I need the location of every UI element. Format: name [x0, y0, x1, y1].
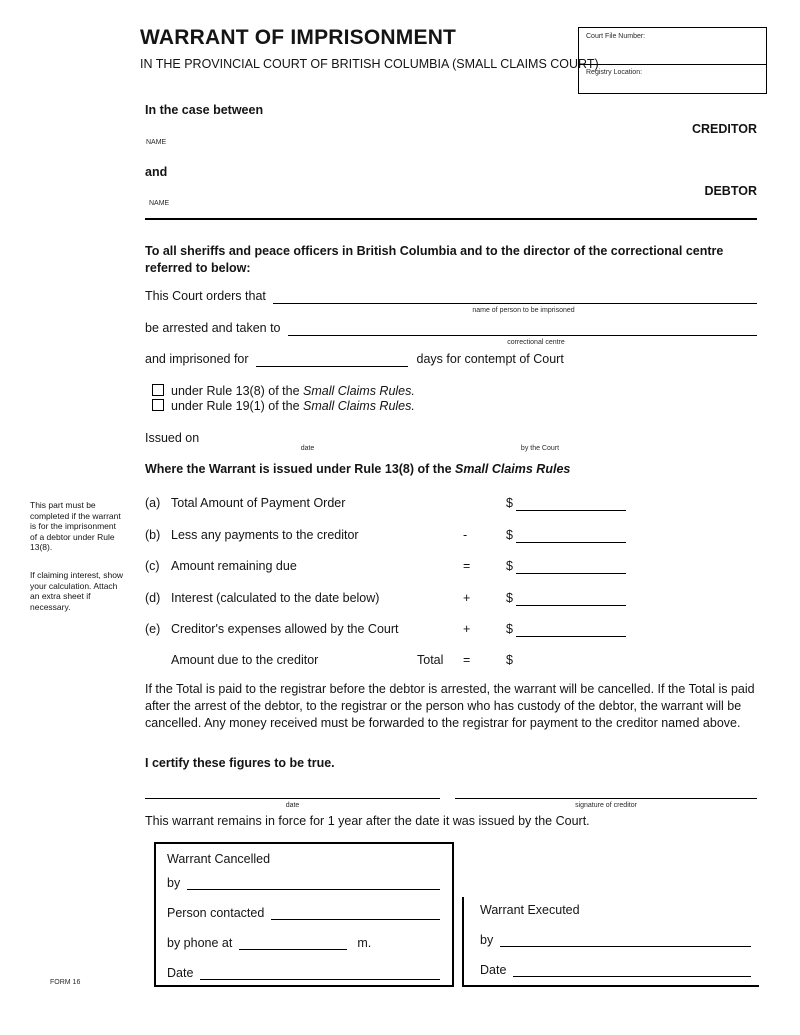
- correctional-centre-field[interactable]: [288, 320, 757, 336]
- cancelled-by-label: by: [167, 876, 181, 890]
- row-b-currency: $: [506, 528, 513, 542]
- debtor-label: DEBTOR: [704, 184, 757, 198]
- row-b-label: Less any payments to the creditor: [171, 528, 359, 542]
- certify-label: I certify these figures to be true.: [145, 756, 335, 770]
- taken-to-label: be arrested and taken to: [145, 321, 281, 335]
- centre-caption: correctional centre: [507, 339, 565, 346]
- executed-by-field[interactable]: [500, 931, 751, 947]
- row-b-operator: -: [463, 528, 468, 542]
- row-c-currency: $: [506, 559, 513, 573]
- row-a-label: Total Amount of Payment Order: [171, 496, 346, 510]
- imprisoned-for-row: [145, 351, 757, 367]
- row-e-num: (e): [145, 622, 161, 636]
- total-currency: $: [506, 653, 513, 667]
- creditor-label: CREDITOR: [691, 122, 757, 136]
- contempt-label: days for contempt of Court: [416, 352, 564, 366]
- taken-to-row: [145, 320, 757, 336]
- form-number: FORM 16: [50, 979, 81, 986]
- executed-date-field[interactable]: [513, 961, 751, 977]
- phone-meridiem-label: m.: [357, 936, 372, 950]
- total-label: Total: [417, 653, 444, 667]
- warrant-cancelled-title: Warrant Cancelled: [167, 852, 271, 866]
- creditor-signature-field[interactable]: [455, 782, 757, 799]
- cancelled-date-field[interactable]: [200, 964, 440, 980]
- and-label: and: [145, 165, 168, 179]
- row-c-amount-field[interactable]: [516, 559, 626, 574]
- case-intro: In the case between: [145, 103, 264, 117]
- section-divider-rule: [145, 218, 757, 220]
- margin-note-completed: This part must be completed if the warrant is for the imprisonment of a debtor under Rule 13(8).: [30, 500, 121, 552]
- payment-row-d: [145, 591, 759, 608]
- person-to-imprison-field[interactable]: [273, 288, 757, 304]
- court-file-number-label: Court File Number:: [586, 33, 646, 40]
- payment-row-e: [145, 622, 759, 639]
- force-note: This warrant remains in force for 1 year after the date it was issued by the Court.: [145, 814, 590, 828]
- signature-creditor-caption: signature of creditor: [575, 802, 637, 809]
- rule-13-8-text: under Rule 13(8) of the: [171, 384, 304, 398]
- rule-19-1-text: under Rule 19(1) of the: [171, 399, 304, 413]
- phone-row: [167, 934, 440, 950]
- row-d-label: Interest (calculated to the date below): [171, 591, 380, 605]
- payment-row-a: [145, 496, 759, 513]
- phone-label: by phone at: [167, 936, 233, 950]
- row-e-currency: $: [506, 622, 513, 636]
- warrant-cancelled-box: [154, 842, 454, 987]
- rule-13-8-heading: [145, 461, 570, 477]
- person-contacted-field[interactable]: [271, 904, 440, 920]
- court-registry-box: [578, 27, 767, 94]
- payment-total-row: [145, 653, 759, 670]
- cancelled-by-row: [167, 874, 440, 890]
- row-d-num: (d): [145, 591, 161, 605]
- row-c-num: (c): [145, 559, 160, 573]
- rule-13-8-row: [152, 383, 415, 399]
- person-contacted-label: Person contacted: [167, 906, 265, 920]
- imprisoned-for-label: and imprisoned for: [145, 352, 249, 366]
- executed-by-row: [480, 931, 751, 947]
- registry-location-label: Registry Location:: [586, 69, 643, 76]
- row-a-currency: $: [506, 496, 513, 510]
- row-a-num: (a): [145, 496, 161, 510]
- sheriffs-heading: To all sheriffs and peace officers in British Columbia and to the director of the correctional centre referred to below:: [145, 244, 724, 275]
- cancellation-paragraph: If the Total is paid to the registrar before the debtor is arrested, the warrant will be cancelled. If the Total is paid after the arrest of the debtor, to the registrar or the person who has custody of the debtor, the warrant will be cancelled. Any money received must be forwarded to the registrar for payment to the creditor named above.: [145, 682, 755, 731]
- total-operator: =: [463, 653, 471, 667]
- row-b-amount-field[interactable]: [516, 528, 626, 543]
- phone-field[interactable]: [239, 934, 347, 950]
- executed-date-row: [480, 961, 751, 977]
- row-d-amount-field[interactable]: [516, 591, 626, 606]
- row-c-label: Amount remaining due: [171, 559, 297, 573]
- warrant-executed-title: Warrant Executed: [480, 903, 580, 917]
- cancelled-by-field[interactable]: [187, 874, 440, 890]
- creditor-name-caption: NAME: [146, 139, 167, 146]
- row-c-operator: =: [463, 559, 471, 573]
- rule-13-8-checkbox[interactable]: [152, 384, 164, 396]
- warrant-executed-box: [462, 897, 759, 987]
- executed-by-label: by: [480, 933, 494, 947]
- page-subtitle: IN THE PROVINCIAL COURT OF BRITISH COLUMBIA (SMALL CLAIMS COURT): [140, 57, 599, 71]
- total-row-label: Amount due to the creditor: [171, 653, 319, 667]
- rule-heading-italic: Small Claims Rules: [455, 462, 571, 476]
- payment-row-b: [145, 528, 759, 545]
- payment-row-c: [145, 559, 759, 576]
- court-orders-row: [145, 288, 757, 304]
- margin-note-interest: If claiming interest, show your calculation. Attach an extra sheet if necessary.: [30, 570, 124, 612]
- row-e-operator: +: [463, 622, 471, 636]
- rule-19-1-rules-italic: Small Claims Rules.: [303, 399, 415, 413]
- issued-on-label: Issued on: [145, 431, 200, 445]
- row-b-num: (b): [145, 528, 161, 542]
- cancelled-date-label: Date: [167, 966, 194, 980]
- issued-by-caption: by the Court: [520, 445, 560, 452]
- days-field[interactable]: [256, 351, 408, 367]
- cancelled-date-row: [167, 964, 440, 980]
- signature-date-caption: date: [285, 802, 300, 809]
- person-contacted-row: [167, 904, 440, 920]
- debtor-name-caption: NAME: [149, 200, 170, 207]
- row-d-currency: $: [506, 591, 513, 605]
- executed-date-label: Date: [480, 963, 507, 977]
- page-title: WARRANT OF IMPRISONMENT: [140, 26, 457, 49]
- row-a-amount-field[interactable]: [516, 496, 626, 511]
- rule-13-8-rules-italic: Small Claims Rules.: [303, 384, 415, 398]
- court-file-number-cell[interactable]: [579, 28, 766, 65]
- person-caption: name of person to be imprisoned: [472, 307, 575, 314]
- row-e-amount-field[interactable]: [516, 622, 626, 637]
- row-d-operator: +: [463, 591, 471, 605]
- rule-heading-text: Where the Warrant is issued under Rule 13(8) of the: [145, 462, 456, 476]
- rule-19-1-row: [152, 398, 415, 414]
- row-e-label: Creditor's expenses allowed by the Court: [171, 622, 399, 636]
- court-orders-label: This Court orders that: [145, 289, 266, 303]
- date-signature-field[interactable]: [145, 782, 440, 799]
- issued-date-caption: date: [300, 445, 315, 452]
- rule-19-1-checkbox[interactable]: [152, 399, 164, 411]
